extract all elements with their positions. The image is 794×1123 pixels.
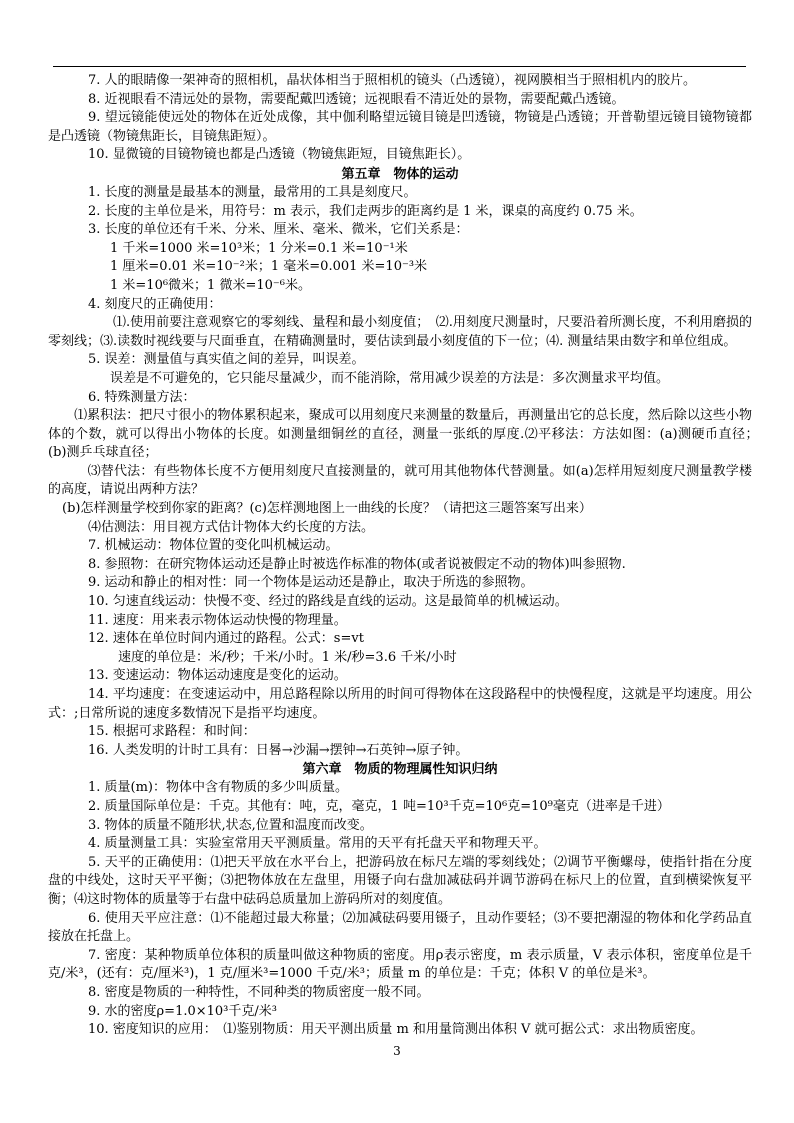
text-line: 13. 变速运动：物体运动速度是变化的运动。	[88, 668, 347, 684]
text-line: 8. 密度是物质的一种特性，不同种类的物质密度一般不同。	[88, 984, 430, 1000]
text-line: 速度的单位是：米/秒；千米/小时。1 米/秒=3.6 千米/小时	[118, 649, 457, 665]
text-line: 10. 密度知识的应用： ⑴鉴别物质：用天平测出质量 m 和用量筒测出体积 V 就可据公式：求出物质密度。	[88, 1022, 704, 1038]
text-line: 1 千米=1000 米=10³米；1 分米=0.1 米=10⁻¹米	[110, 240, 408, 256]
text-line: 7. 机械运动：物体位置的变化叫机械运动。	[88, 538, 339, 554]
text-line: 4. 质量测量工具：实验室常用天平测质量。常用的天平有托盘天平和物理天平。	[88, 836, 547, 852]
text-paragraph: 6. 使用天平应注意：⑴不能超过最大称量；⑵加减砝码要用镊子，且动作要轻；⑶不要把潮湿的物体和化学药品直接放在托盘上。	[48, 910, 752, 945]
text-line: 12. 速体在单位时间内通过的路程。公式：s=vt	[88, 631, 364, 647]
text-line: ⑷估测法：用目视方式估计物体大约长度的方法。	[88, 519, 375, 535]
text-line: 误差是不可避免的，它只能尽量减少，而不能消除，常用减少误差的方法是：多次测量求平均值。	[110, 370, 670, 386]
text-line: 10. 显微镜的目镜物镜也都是凸透镜（物镜焦距短，目镜焦距长）。	[88, 147, 471, 163]
text-line: 6. 特殊测量方法：	[88, 389, 196, 405]
text-line: 2. 长度的主单位是米，用符号：m 表示，我们走两步的距离约是 1 米，课桌的高度约 0.75 米。	[88, 203, 643, 219]
text-line: 1. 质量(m)：物体中含有物质的多少叫质量。	[88, 780, 349, 796]
text-paragraph: 5. 天平的正确使用：⑴把天平放在水平台上，把游码放在标尺左端的零刻线处；⑵调节平衡螺母，使指针指在分度盘的中线处，这时天平平衡；⑶把物体放在左盘里，用镊子向右盘加减砝码并调节游码在标尺上的位置，直到横梁恢复平衡；⑷这时物体的质量等于右盘中砝码总质量加上游码所对的刻度值。	[48, 854, 752, 907]
text-paragraph: ⑶替代法：有些物体长度不方便用刻度尺直接测量的，就可用其他物体代替测量。如(a)怎样用短刻度尺测量教学楼的高度，请说出两种方法？	[48, 463, 752, 498]
document-page	[48, 72, 770, 1040]
page-number: 3	[393, 1044, 401, 1058]
text-line: 15. 根据可求路程：和时间：	[88, 724, 256, 740]
text-line: 10. 匀速直线运动：快慢不变、经过的路线是直线的运动。这是最简单的机械运动。	[88, 594, 568, 610]
text-line: 1 米=10⁶微米；1 微米=10⁻⁶米。	[110, 277, 311, 293]
text-line: 9. 水的密度ρ=1.0×10³千克/米³	[88, 1003, 277, 1019]
text-line: 7. 人的眼睛像一架神奇的照相机，晶状体相当于照相机的镜头（凸透镜），视网膜相当于照相机内的胶片。	[88, 73, 697, 88]
text-line: 4. 刻度尺的正确使用：	[88, 296, 222, 312]
text-paragraph: 7. 密度：某种物质单位体积的质量叫做这种物质的密度。用ρ表示密度，m 表示质量，V 表示体积，密度单位是千克/米³，(还有：克/厘米³)，1 克/厘米³=1000 千克/米³；质量 m 的单位是：千克；体积 V 的单位是米³。	[48, 947, 752, 982]
chapter-heading: 第六章 物质的物理属性知识归纳	[302, 762, 498, 778]
text-line: 3. 物体的质量不随形状,状态,位置和温度而改变。	[88, 817, 373, 833]
text-paragraph: ⑴.使用前要注意观察它的零刻线、量程和最小刻度值； ⑵.用刻度尺测量时，尺要沿着所测长度，不利用磨损的零刻线；⑶.读数时视线要与尺面垂直，在精确测量时，要估读到最小刻度值的下一位；⑷. 测量结果由数字和单位组成。	[48, 315, 752, 349]
text-line: 5. 误差：测量值与真实值之间的差异，叫误差。	[88, 352, 365, 368]
text-paragraph: ⑴累积法：把尺寸很小的物体累积起来，聚成可以用刻度尺来测量的数量后，再测量出它的总长度，然后除以这些小物体的个数，就可以得出小物体的长度。如测量细铜丝的直径，测量一张纸的厚度.⑵平移法：方法如图：(a)测硬币直径； (b)测乒乓球直径；	[48, 408, 770, 461]
chapter-heading: 第五章 物体的运动	[341, 166, 459, 182]
text-line: (b)怎样测量学校到你家的距离？(c)怎样测地图上一曲线的长度？（请把这三题答案写出来）	[62, 501, 592, 517]
header-rule	[53, 66, 746, 67]
text-line: 2. 质量国际单位是：千克。其他有：吨，克，毫克，1 吨=10³千克=10⁶克=10⁹毫克（进率是千进）	[88, 798, 670, 814]
text-paragraph: 14. 平均速度：在变速运动中，用总路程除以所用的时间可得物体在这段路程中的快慢程度，这就是平均速度。用公式：;日常所说的速度多数情况下是指平均速度。	[48, 687, 752, 721]
text-line: 1 厘米=0.01 米=10⁻²米；1 毫米=0.001 米=10⁻³米	[110, 259, 428, 275]
text-line: 16. 人类发明的计时工具有：日晷→沙漏→摆钟→石英钟→原子钟。	[88, 742, 469, 758]
text-line: 8. 近视眼看不清远处的景物，需要配戴凹透镜；远视眼看不清近处的景物，需要配戴凸透镜。	[88, 91, 625, 107]
text-line: 9. 运动和静止的相对性：同一个物体是运动还是静止，取决于所选的参照物。	[88, 575, 534, 591]
text-line: 8. 参照物：在研究物体运动还是静止时被选作标准的物体(或者说被假定不动的物体)叫参照物.	[88, 556, 626, 572]
text-paragraph: 9. 望远镜能使远处的物体在近处成像，其中伽利略望远镜目镜是凹透镜，物镜是凸透镜；开普勒望远镜目镜物镜都是凸透镜（物镜焦距长，目镜焦距短）。	[48, 110, 752, 144]
text-line: 11. 速度：用来表示物体运动快慢的物理量。	[88, 612, 347, 628]
text-line: 1. 长度的测量是最基本的测量，最常用的工具是刻度尺。	[88, 184, 417, 200]
text-line: 3. 长度的单位还有千米、分米、厘米、毫米、微米，它们关系是：	[88, 222, 469, 238]
